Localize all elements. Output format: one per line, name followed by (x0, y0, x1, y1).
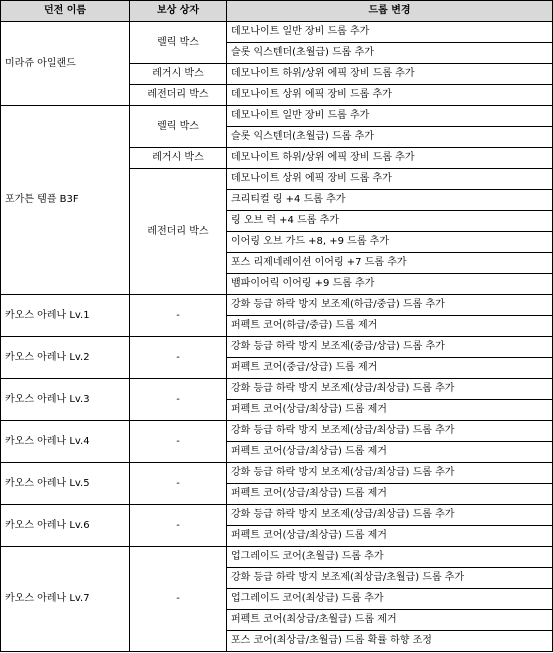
drop-change-cell: 퍼펙트 코어(상급/최상급) 드롭 제거 (227, 400, 553, 421)
dungeon-name-cell: 카오스 아레나 Lv.1 (1, 295, 130, 337)
reward-chest-cell: 레전더리 박스 (130, 85, 227, 106)
drop-change-cell: 슬롯 익스텐더(초월급) 드롭 추가 (227, 43, 553, 64)
table-row (1, 22, 553, 43)
drop-change-cell: 퍼펙트 코어(중급/상급) 드롭 제거 (227, 358, 553, 379)
drop-change-cell: 퍼펙트 코어(상급/최상급) 드롭 제거 (227, 484, 553, 505)
reward-chest-cell: 렐릭 박스 (130, 106, 227, 148)
reward-chest-cell: - (130, 379, 227, 421)
reward-chest-cell: 레거시 박스 (130, 64, 227, 85)
reward-chest-cell: - (130, 337, 227, 379)
table-row (1, 547, 553, 568)
drop-change-cell: 퍼펙트 코어(상급/최상급) 드롭 제거 (227, 442, 553, 463)
table-header-row (1, 1, 553, 22)
drop-change-cell: 데모나이트 하위/상위 에픽 장비 드롭 추가 (227, 64, 553, 85)
drop-change-cell: 강화 등급 하락 방지 보조제(하급/중급) 드롭 추가 (227, 295, 553, 316)
drop-change-cell: 데모나이트 하위/상위 에픽 장비 드롭 추가 (227, 148, 553, 169)
header-drop-change: 드롭 변경 (227, 1, 553, 22)
drop-change-cell: 데모나이트 일반 장비 드롭 추가 (227, 22, 553, 43)
drop-change-cell: 포스 리제네레이션 이어링 +7 드롭 추가 (227, 253, 553, 274)
reward-chest-cell: - (130, 295, 227, 337)
drop-change-cell: 링 오브 럭 +4 드롭 추가 (227, 211, 553, 232)
dungeon-name-cell: 카오스 아레나 Lv.2 (1, 337, 130, 379)
drop-change-cell: 이어링 오브 가드 +8, +9 드롭 추가 (227, 232, 553, 253)
dungeon-name-cell: 카오스 아레나 Lv.5 (1, 463, 130, 505)
drop-change-cell: 퍼펙트 코어(최상급/초월급) 드롭 제거 (227, 610, 553, 631)
drop-change-cell: 강화 등급 하락 방지 보조제(상급/최상급) 드롭 추가 (227, 421, 553, 442)
drop-change-cell: 퍼펙트 코어(상급/최상급) 드롭 제거 (227, 526, 553, 547)
drop-change-cell: 데모나이트 일반 장비 드롭 추가 (227, 106, 553, 127)
table-row (1, 505, 553, 526)
dungeon-name-cell: 포가튼 템플 B3F (1, 106, 130, 295)
drop-change-cell: 강화 등급 하락 방지 보조제(최상급/초월급) 드롭 추가 (227, 568, 553, 589)
drop-change-cell: 강화 등급 하락 방지 보조제(중급/상급) 드롭 추가 (227, 337, 553, 358)
table-row (1, 421, 553, 442)
drop-change-cell: 크리티컬 링 +4 드롭 추가 (227, 190, 553, 211)
drop-change-cell: 강화 등급 하락 방지 보조제(상급/최상급) 드롭 추가 (227, 463, 553, 484)
reward-chest-cell: - (130, 463, 227, 505)
drop-change-cell: 데모나이트 상위 에픽 장비 드롭 추가 (227, 169, 553, 190)
dungeon-name-cell: 카오스 아레나 Lv.7 (1, 547, 130, 652)
reward-chest-cell: 렐릭 박스 (130, 22, 227, 64)
drop-change-cell: 데모나이트 상위 에픽 장비 드롭 추가 (227, 85, 553, 106)
table-row (1, 106, 553, 127)
dungeon-name-cell: 카오스 아레나 Lv.3 (1, 379, 130, 421)
drop-change-cell: 강화 등급 하락 방지 보조제(상급/최상급) 드롭 추가 (227, 505, 553, 526)
drop-change-cell: 퍼펙트 코어(하급/중급) 드롭 제거 (227, 316, 553, 337)
drop-change-cell: 포스 코어(최상급/초월급) 드롭 확률 하향 조정 (227, 631, 553, 652)
header-dungeon-name: 던전 이름 (1, 1, 130, 22)
drop-change-cell: 강화 등급 하락 방지 보조제(상급/최상급) 드롭 추가 (227, 379, 553, 400)
reward-chest-cell: 레거시 박스 (130, 148, 227, 169)
reward-chest-cell: - (130, 421, 227, 463)
dungeon-name-cell: 카오스 아레나 Lv.6 (1, 505, 130, 547)
table-row (1, 463, 553, 484)
table-row (1, 337, 553, 358)
dungeon-name-cell: 카오스 아레나 Lv.4 (1, 421, 130, 463)
table-row (1, 295, 553, 316)
reward-chest-cell: - (130, 505, 227, 547)
table-row (1, 379, 553, 400)
header-reward-chest: 보상 상자 (130, 1, 227, 22)
drop-change-cell: 업그레이드 코어(최상급) 드롭 추가 (227, 589, 553, 610)
reward-chest-cell: - (130, 547, 227, 652)
drop-change-cell: 업그레이드 코어(초월급) 드롭 추가 (227, 547, 553, 568)
drop-change-cell: 뱀파이어릭 이어링 +9 드롭 추가 (227, 274, 553, 295)
drop-change-cell: 슬롯 익스텐더(초월급) 드롭 추가 (227, 127, 553, 148)
dungeon-name-cell: 미라쥬 아일랜드 (1, 22, 130, 106)
reward-chest-cell: 레전더리 박스 (130, 169, 227, 295)
